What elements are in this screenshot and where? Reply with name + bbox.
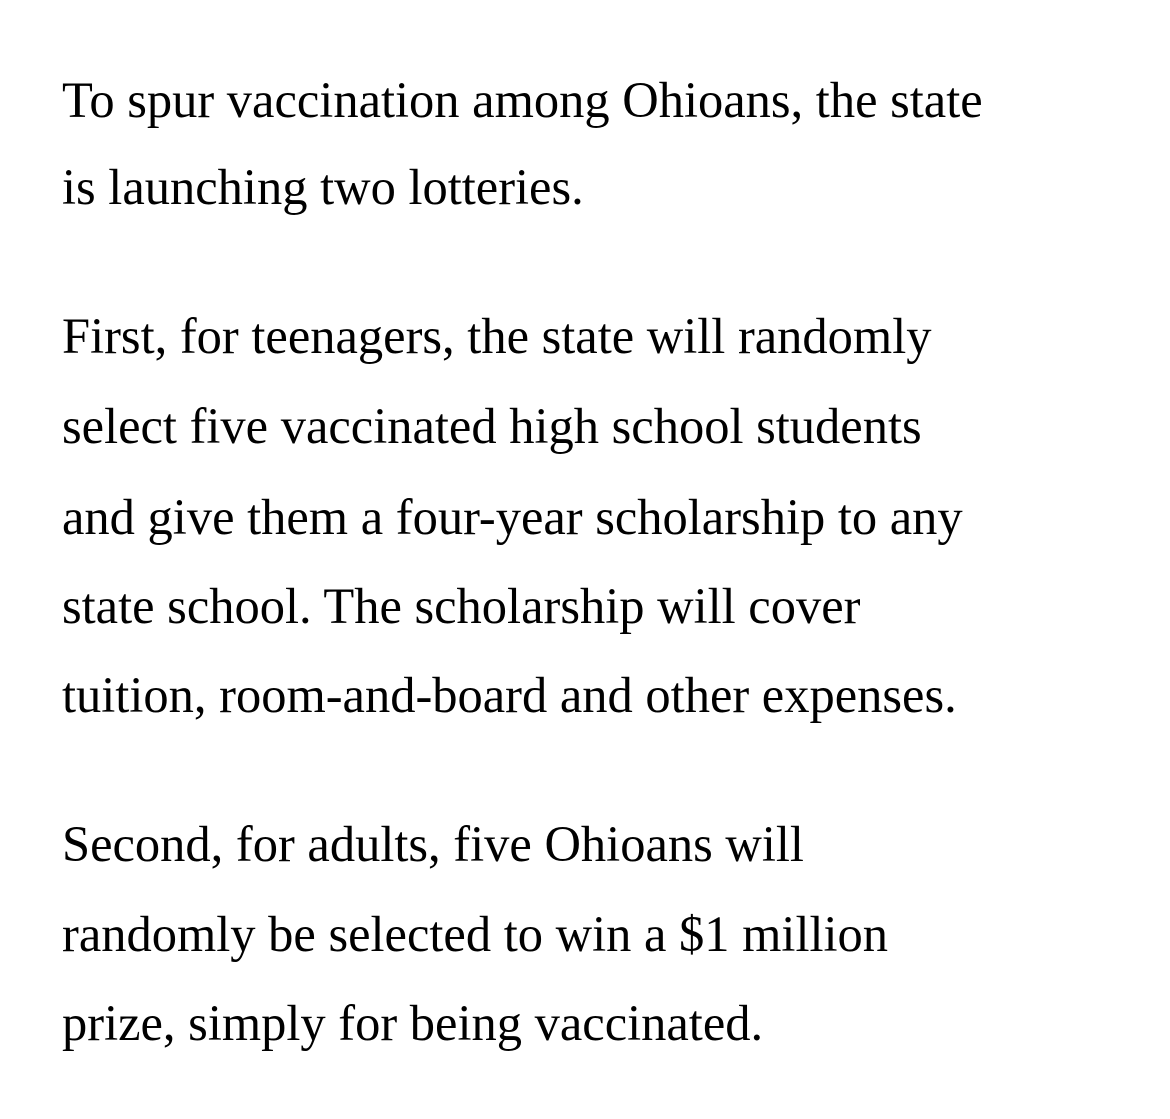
text-line: First, for teenagers, the state will randomly <box>62 308 932 364</box>
text-line: and give them a four-year scholarship to any <box>62 489 963 545</box>
text-line: randomly be selected to win a $1 million <box>62 906 889 962</box>
text-line: To spur vaccination among Ohioans, the state <box>62 72 983 128</box>
text-line: prize, simply for being vaccinated. <box>62 995 764 1051</box>
text-line: select five vaccinated high school students <box>62 398 922 454</box>
text-line: Second, for adults, five Ohioans will <box>62 816 804 872</box>
text-line: tuition, room-and-board and other expenses. <box>62 667 957 723</box>
text-line: state school. The scholarship will cover <box>62 578 861 634</box>
text-line: is launching two lotteries. <box>62 159 584 215</box>
